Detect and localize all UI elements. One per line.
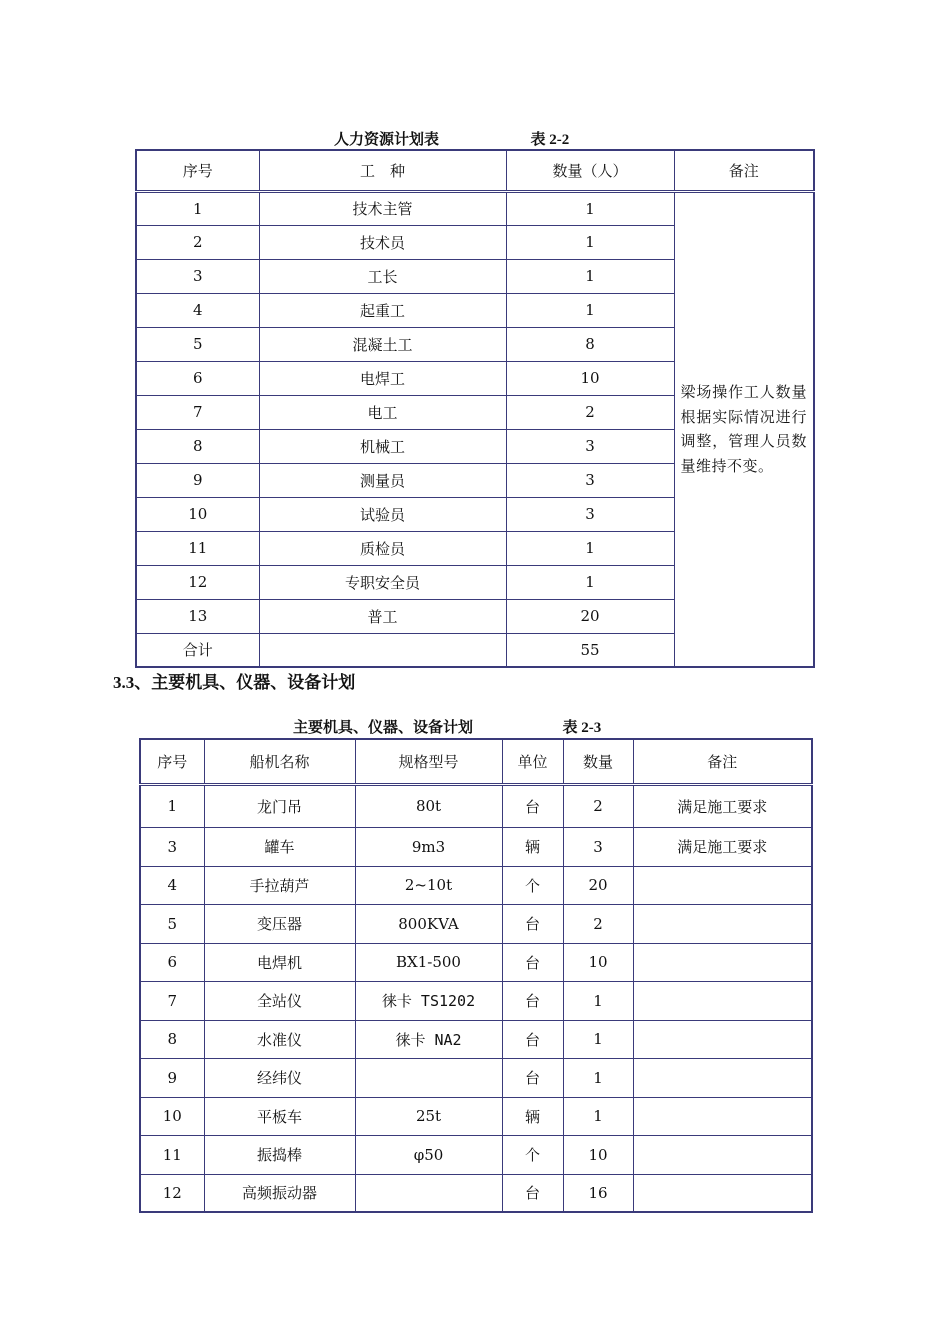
- job-type-cell: 技术主管: [259, 191, 506, 225]
- table2-number: 表 2-3: [562, 720, 602, 736]
- equipment-name-cell: 龙门吊: [204, 784, 355, 827]
- quantity-cell: 1: [506, 191, 674, 225]
- row-index-cell: 6: [140, 943, 204, 981]
- table2-caption: [293, 716, 601, 737]
- row-index-cell: 4: [136, 293, 259, 327]
- job-type-cell: 电焊工: [259, 361, 506, 395]
- row-index-cell: 合计: [136, 633, 259, 667]
- human-resources-table: [135, 149, 815, 668]
- quantity-cell: 2: [506, 395, 674, 429]
- row-index-cell: 9: [140, 1058, 204, 1097]
- table-row: [140, 981, 812, 1020]
- row-index-cell: 1: [136, 191, 259, 225]
- equipment-plan-table: [139, 738, 813, 1213]
- spec-model-cell: 徕卡 NA2: [355, 1020, 502, 1058]
- unit-cell: 台: [502, 1020, 563, 1058]
- row-index-cell: 5: [136, 327, 259, 361]
- header-cell: 备注: [674, 150, 814, 191]
- quantity-cell: 55: [506, 633, 674, 667]
- unit-cell: 台: [502, 943, 563, 981]
- table2-title: 主要机具、仪器、设备计划: [293, 720, 474, 736]
- quantity-cell: 2: [563, 784, 633, 827]
- quantity-cell: 10: [563, 943, 633, 981]
- quantity-cell: 1: [563, 1058, 633, 1097]
- remarks-cell: [633, 1020, 812, 1058]
- table-header-row: [140, 739, 812, 784]
- row-index-cell: 11: [136, 531, 259, 565]
- row-index-cell: 9: [136, 463, 259, 497]
- unit-cell: 台: [502, 1058, 563, 1097]
- quantity-cell: 1: [506, 259, 674, 293]
- quantity-cell: 1: [563, 1097, 633, 1135]
- section-heading: 3.3、主要机具、仪器、设备计划: [113, 673, 356, 692]
- job-type-cell: 普工: [259, 599, 506, 633]
- table1-caption: [334, 128, 569, 149]
- job-type-cell: 测量员: [259, 463, 506, 497]
- remarks-cell: [633, 1174, 812, 1212]
- row-index-cell: 2: [136, 225, 259, 259]
- header-cell: 数量: [563, 739, 633, 784]
- equipment-name-cell: 平板车: [204, 1097, 355, 1135]
- spec-model-cell: 9m3: [355, 827, 502, 866]
- quantity-cell: 3: [563, 827, 633, 866]
- remarks-cell: [633, 981, 812, 1020]
- equipment-name-cell: 罐车: [204, 827, 355, 866]
- table-header-row: [136, 150, 814, 191]
- quantity-cell: 1: [506, 225, 674, 259]
- spec-model-cell: 2~10t: [355, 866, 502, 904]
- table-row: [140, 827, 812, 866]
- row-index-cell: 7: [136, 395, 259, 429]
- spec-model-cell: 徕卡 TS1202: [355, 981, 502, 1020]
- quantity-cell: 10: [506, 361, 674, 395]
- unit-cell: 个: [502, 1135, 563, 1174]
- remarks-cell: [633, 1097, 812, 1135]
- equipment-name-cell: 振捣棒: [204, 1135, 355, 1174]
- table1-title: 人力资源计划表: [334, 132, 440, 148]
- quantity-cell: 8: [506, 327, 674, 361]
- quantity-cell: 1: [563, 1020, 633, 1058]
- header-cell: 备注: [633, 739, 812, 784]
- spec-model-cell: 800KVA: [355, 904, 502, 943]
- unit-cell: 台: [502, 904, 563, 943]
- table-row: [140, 1174, 812, 1212]
- remarks-cell: [633, 866, 812, 904]
- table-row: [136, 191, 814, 225]
- equipment-name-cell: 电焊机: [204, 943, 355, 981]
- equipment-name-cell: 经纬仪: [204, 1058, 355, 1097]
- table1-number: 表 2-2: [530, 132, 570, 148]
- header-cell: 单位: [502, 739, 563, 784]
- spec-model-cell: φ50: [355, 1135, 502, 1174]
- spec-model-cell: 80t: [355, 784, 502, 827]
- equipment-name-cell: 高频振动器: [204, 1174, 355, 1212]
- row-index-cell: 3: [140, 827, 204, 866]
- spec-model-cell: [355, 1174, 502, 1212]
- table-row: [140, 904, 812, 943]
- quantity-cell: 1: [506, 531, 674, 565]
- table-row: [140, 784, 812, 827]
- quantity-cell: 1: [563, 981, 633, 1020]
- job-type-cell: 机械工: [259, 429, 506, 463]
- row-index-cell: 13: [136, 599, 259, 633]
- table-row: [140, 1097, 812, 1135]
- quantity-cell: 16: [563, 1174, 633, 1212]
- header-cell: 规格型号: [355, 739, 502, 784]
- spec-model-cell: 25t: [355, 1097, 502, 1135]
- remarks-cell: [633, 943, 812, 981]
- unit-cell: 台: [502, 1174, 563, 1212]
- quantity-cell: 3: [506, 497, 674, 531]
- unit-cell: 辆: [502, 1097, 563, 1135]
- equipment-name-cell: 变压器: [204, 904, 355, 943]
- job-type-cell: 技术员: [259, 225, 506, 259]
- job-type-cell: 起重工: [259, 293, 506, 327]
- quantity-cell: 1: [506, 293, 674, 327]
- row-index-cell: 11: [140, 1135, 204, 1174]
- job-type-cell: 质检员: [259, 531, 506, 565]
- job-type-cell: 混凝土工: [259, 327, 506, 361]
- row-index-cell: 7: [140, 981, 204, 1020]
- unit-cell: 个: [502, 866, 563, 904]
- table-row: [140, 1135, 812, 1174]
- row-index-cell: 4: [140, 866, 204, 904]
- row-index-cell: 12: [140, 1174, 204, 1212]
- quantity-cell: 20: [563, 866, 633, 904]
- header-cell: 序号: [136, 150, 259, 191]
- equipment-name-cell: 全站仪: [204, 981, 355, 1020]
- quantity-cell: 3: [506, 429, 674, 463]
- job-type-cell: 专职安全员: [259, 565, 506, 599]
- unit-cell: 台: [502, 981, 563, 1020]
- quantity-cell: 1: [506, 565, 674, 599]
- remarks-cell: [633, 904, 812, 943]
- row-index-cell: 8: [140, 1020, 204, 1058]
- remarks-cell: 满足施工要求: [633, 827, 812, 866]
- spec-model-cell: [355, 1058, 502, 1097]
- remarks-cell: [633, 1135, 812, 1174]
- job-type-cell: 试验员: [259, 497, 506, 531]
- job-type-cell: 电工: [259, 395, 506, 429]
- quantity-cell: 3: [506, 463, 674, 497]
- equipment-name-cell: 水准仪: [204, 1020, 355, 1058]
- job-type-cell: [259, 633, 506, 667]
- quantity-cell: 10: [563, 1135, 633, 1174]
- equipment-name-cell: 手拉葫芦: [204, 866, 355, 904]
- table-row: [140, 866, 812, 904]
- unit-cell: 辆: [502, 827, 563, 866]
- table-row: [140, 1020, 812, 1058]
- row-index-cell: 3: [136, 259, 259, 293]
- remarks-cell: 梁场操作工人数量根据实际情况进行调整，管理人员数量维持不变。: [674, 191, 814, 667]
- job-type-cell: 工长: [259, 259, 506, 293]
- row-index-cell: 8: [136, 429, 259, 463]
- remarks-cell: [633, 1058, 812, 1097]
- row-index-cell: 5: [140, 904, 204, 943]
- unit-cell: 台: [502, 784, 563, 827]
- header-cell: 船机名称: [204, 739, 355, 784]
- header-cell: 工 种: [259, 150, 506, 191]
- row-index-cell: 12: [136, 565, 259, 599]
- row-index-cell: 1: [140, 784, 204, 827]
- quantity-cell: 20: [506, 599, 674, 633]
- row-index-cell: 6: [136, 361, 259, 395]
- table-row: [140, 943, 812, 981]
- table-row: [140, 1058, 812, 1097]
- header-cell: 数量（人）: [506, 150, 674, 191]
- row-index-cell: 10: [136, 497, 259, 531]
- row-index-cell: 10: [140, 1097, 204, 1135]
- quantity-cell: 2: [563, 904, 633, 943]
- header-cell: 序号: [140, 739, 204, 784]
- remarks-cell: 满足施工要求: [633, 784, 812, 827]
- spec-model-cell: BX1-500: [355, 943, 502, 981]
